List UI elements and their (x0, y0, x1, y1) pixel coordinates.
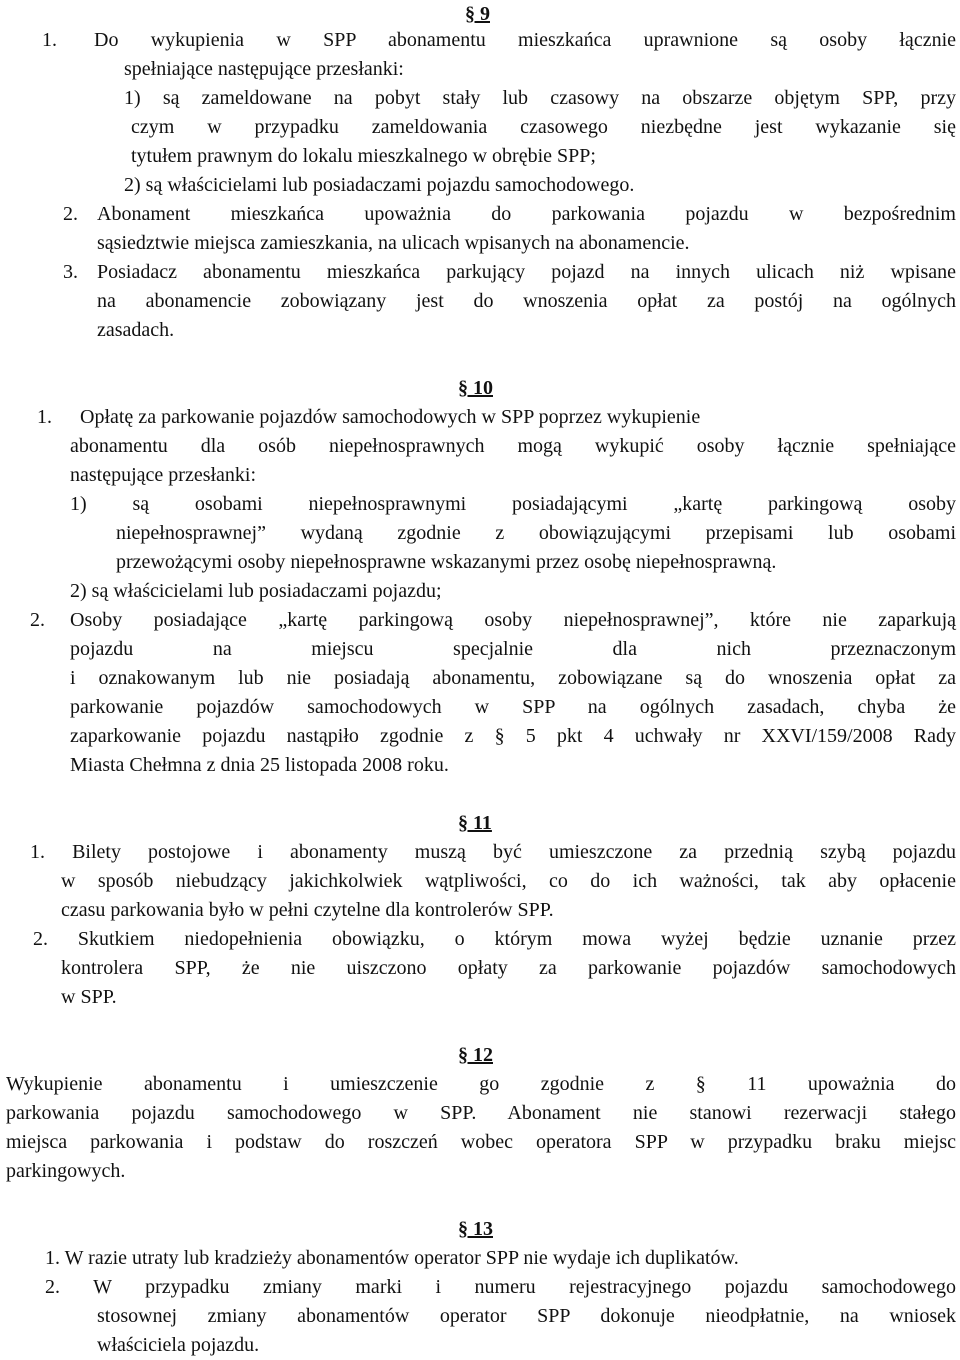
s9-p2-line2: sąsiedztwie miejsca zamieszkania, na ulicach wpisanych na abonamencie. (97, 232, 690, 254)
s9-p1-line2: spełniające następujące przesłanki: (124, 58, 404, 80)
s10-p2-line4: parkowanie pojazdów samochodowych w SPP na ogólnych zasadach, chyba że (70, 696, 956, 718)
s9-p2-number: 2. (63, 203, 78, 225)
s9-p1-item1-line1: 1) są zameldowane na pobyt stały lub czasowy na obszarze objętym SPP, przy (124, 87, 956, 109)
s13-p1: 1. W razie utraty lub kradzieży abonamentów operator SPP nie wydaje ich duplikatów. (45, 1247, 739, 1269)
s9-p1-item1-line2: czym w przypadku zameldowania czasowego niezbędne jest wykazanie się (131, 116, 956, 138)
s10-p2-line5: zaparkowanie pojazdu nastąpiło zgodnie z § 5 pkt 4 uchwały nr XXVI/159/2008 Rady (70, 725, 956, 747)
s11-p1-line3: czasu parkowania było w pełni czytelne dla kontrolerów SPP. (61, 899, 554, 921)
section-9-heading: § 9 (465, 3, 490, 25)
section-10-heading: § 10 (458, 377, 493, 399)
section-12-heading: § 12 (458, 1044, 493, 1066)
s10-p2-line1: Osoby posiadające „kartę parkingową osoby niepełnosprawnej”, które nie zaparkują (70, 609, 956, 631)
s10-item1-line1: 1) są osobami niepełnosprawnymi posiadającymi „kartę parkingową osoby (70, 493, 956, 515)
s10-p2-number: 2. (30, 609, 45, 631)
s11-p2-line2: kontrolera SPP, że nie uiszczono opłaty za parkowanie pojazdów samochodowych (61, 957, 956, 979)
section-13-heading: § 13 (458, 1218, 493, 1240)
s9-p3-line2: na abonamencie zobowiązany jest do wnoszenia opłat za postój na ogólnych (97, 290, 956, 312)
s10-p2-line3: i oznakowanym lub nie posiadają abonamentu, zobowiązane są do wnoszenia opłat za (70, 667, 956, 689)
s10-item2: 2) są właścicielami lub posiadaczami pojazdu; (70, 580, 442, 602)
s13-p2-line1: 2. W przypadku zmiany marki i numeru rejestracyjnego pojazdu samochodowego (45, 1276, 956, 1298)
s9-p2-line1: Abonament mieszkańca upoważnia do parkowania pojazdu w bezpośrednim (97, 203, 956, 225)
s12-line3: miejsca parkowania i podstaw do roszczeń wobec operatora SPP w przypadku braku miejsc (6, 1131, 956, 1153)
s9-p1-line1: Do wykupienia w SPP abonamentu mieszkańca uprawnione są osoby łącznie (94, 29, 956, 51)
s13-p2-line3: właściciela pojazdu. (97, 1334, 260, 1356)
s10-item1-line3: przewożącymi osoby niepełnosprawne wskazanymi przez osobę niepełnosprawną. (116, 551, 777, 573)
s9-p1-item2: 2) są właścicielami lub posiadaczami pojazdu samochodowego. (124, 174, 635, 196)
s10-p2-line6: Miasta Chełmna z dnia 25 listopada 2008 roku. (70, 754, 449, 776)
s10-item1-line2: niepełnosprawnej” wydaną zgodnie z obowiązującymi przepisami lub osobami (116, 522, 956, 544)
s12-line4: parkingowych. (6, 1160, 126, 1182)
s12-line2: parkowania pojazdu samochodowego w SPP. Abonament nie stanowi rezerwacji stałego (6, 1102, 956, 1124)
s10-p1-line1: Opłatę za parkowanie pojazdów samochodowych w SPP poprzez wykupienie (80, 406, 701, 428)
s11-p2-line1: 2. Skutkiem niedopełnienia obowiązku, o którym mowa wyżej będzie uznanie przez (33, 928, 956, 950)
s11-p2-line3: w SPP. (61, 986, 117, 1008)
s12-line1: Wykupienie abonamentu i umieszczenie go zgodnie z § 11 upoważnia do (6, 1073, 956, 1095)
s11-p1-line2: w sposób niebudzący jakichkolwiek wątpliwości, co do ich ważności, tak aby opłacenie (61, 870, 956, 892)
s9-p3-line3: zasadach. (97, 319, 175, 341)
s9-p3-line1: Posiadacz abonamentu mieszkańca parkujący pojazd na innych ulicach niż wpisane (97, 261, 956, 283)
s10-p1-line2: abonamentu dla osób niepełnosprawnych mogą wykupić osoby łącznie spełniające (70, 435, 956, 457)
s10-p1-number: 1. (37, 406, 52, 428)
s11-p1-line1: 1. Bilety postojowe i abonamenty muszą być umieszczone za przednią szybą pojazdu (30, 841, 956, 863)
s10-p2-line2: pojazdu na miejscu specjalnie dla nich przeznaczonym (70, 638, 956, 660)
section-11-heading: § 11 (458, 812, 492, 834)
s10-p1-line3: następujące przesłanki: (70, 464, 257, 486)
s9-p1-item1-line3: tytułem prawnym do lokalu mieszkalnego w obrębie SPP; (131, 145, 596, 167)
s9-p1-number: 1. (42, 29, 57, 51)
s13-p2-line2: stosownej zmiany abonamentów operator SPP dokonuje nieodpłatnie, na wniosek (97, 1305, 956, 1327)
s9-p3-number: 3. (63, 261, 78, 283)
